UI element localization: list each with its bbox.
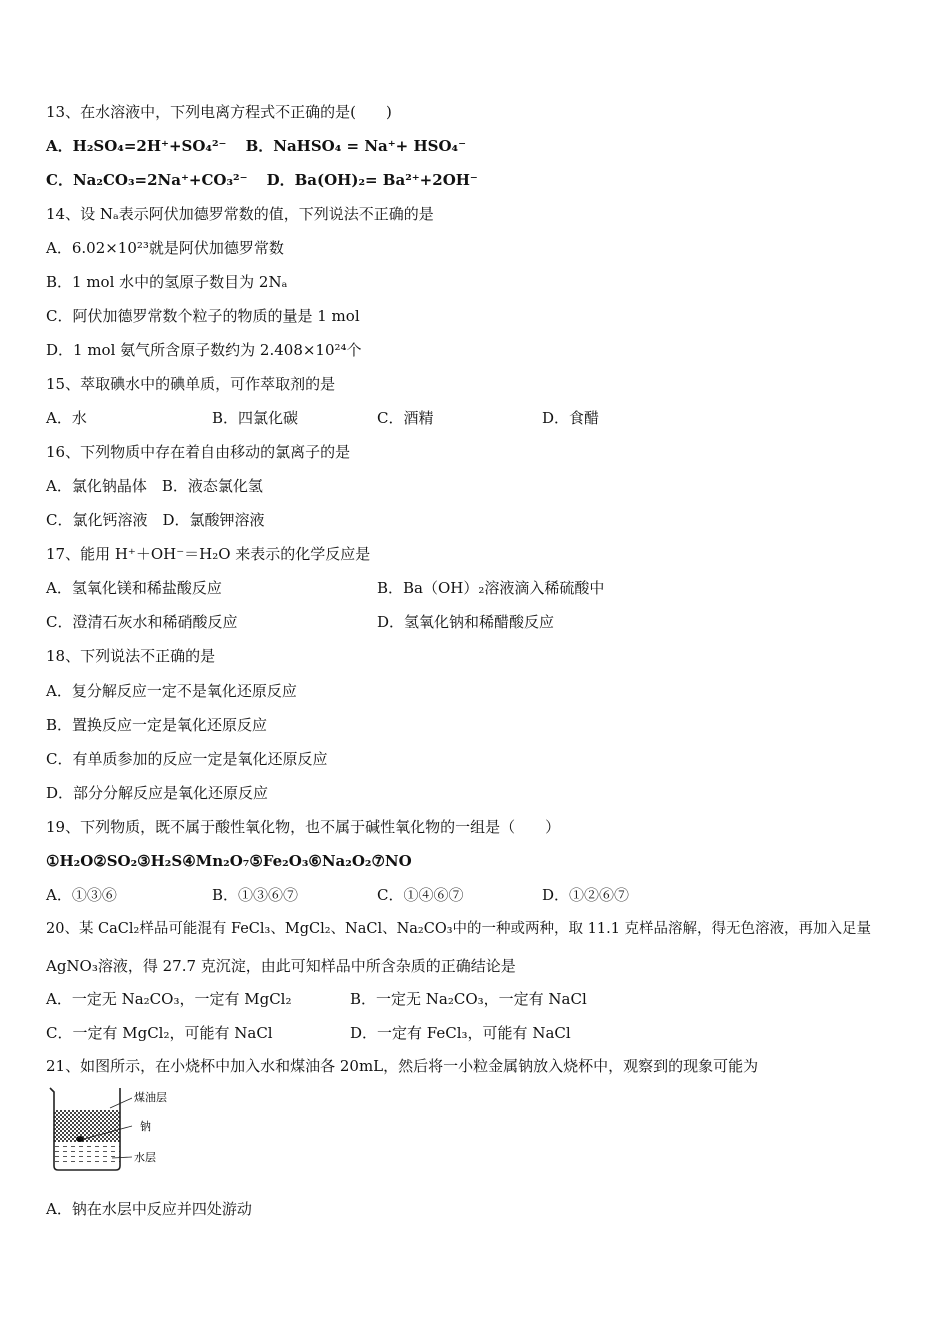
q20-stem-line2: AgNO₃溶液，得 27.7 克沉淀，由此可知样品中所含杂质的正确结论是 <box>46 957 516 975</box>
q15-option-b: B．四氯化碳 <box>212 409 299 427</box>
q20-option-d: D．一定有 FeCl₃，可能有 NaCl <box>350 1024 571 1042</box>
q20-option-b: B．一定无 Na₂CO₃，一定有 NaCl <box>350 990 587 1008</box>
water-layer <box>54 1142 120 1166</box>
q14-stem: 14、设 Nₐ表示阿伏加德罗常数的值，下列说法不正确的是 <box>46 205 434 223</box>
label-oil: 煤油层 <box>134 1091 167 1104</box>
q18-option-b: B．置换反应一定是氧化还原反应 <box>46 716 268 734</box>
q13-a-label: A． <box>46 137 73 155</box>
q19-option-b: B．①③⑥⑦ <box>212 886 299 904</box>
q13-c-label: C． <box>46 171 73 189</box>
q16-options-cd: C．氯化钙溶液 D．氯酸钾溶液 <box>46 511 265 529</box>
label-water: 水层 <box>134 1151 156 1164</box>
q17-stem: 17、能用 H⁺＋OH⁻＝H₂O 来表示的化学反应是 <box>46 545 371 563</box>
q13-option-a: H₂SO₄=2H⁺+SO₄²⁻ <box>72 137 227 155</box>
q14-option-c: C．阿伏加德罗常数个粒子的物质的量是 1 mol <box>46 307 360 325</box>
q18-stem: 18、下列说法不正确的是 <box>46 647 216 665</box>
q13-option-c: Na₂CO₃=2Na⁺+CO₃²⁻ <box>72 171 248 189</box>
q13-options-cd <box>46 170 478 190</box>
sodium-piece <box>76 1136 84 1142</box>
q17-option-d: D．氢氧化钠和稀醋酸反应 <box>377 613 555 631</box>
q13-b-label: B． <box>245 137 274 155</box>
q13-options-ab <box>46 136 466 156</box>
q15-option-d: D．食醋 <box>542 409 600 427</box>
beaker-figure <box>46 1084 186 1176</box>
q19-list <box>46 851 412 871</box>
label-sodium: 钠 <box>140 1120 151 1133</box>
q18-option-d: D．部分分解反应是氧化还原反应 <box>46 784 269 802</box>
q14-option-b: B．1 mol 水中的氢原子数目为 2Nₐ <box>46 273 288 291</box>
q21-stem: 21、如图所示，在小烧杯中加入水和煤油各 20mL，然后将一小粒金属钠放入烧杯中，观察到的现象可能为 <box>46 1057 759 1075</box>
q14-option-a: A．6.02×10²³就是阿伏加德罗常数 <box>46 239 284 257</box>
q19-option-c: C．①④⑥⑦ <box>377 886 464 904</box>
q19-option-d: D．①②⑥⑦ <box>542 886 630 904</box>
q15-option-a: A．水 <box>46 409 87 427</box>
q19-list-text: ①H₂O②SO₂③H₂S④Mn₂O₇⑤Fe₂O₃⑥Na₂O₂⑦NO <box>46 852 412 870</box>
q13-stem: 13、在水溶液中，下列电离方程式不正确的是( ) <box>46 103 392 121</box>
q13-d-label: D． <box>266 171 295 189</box>
q16-options-ab: A．氯化钠晶体 B．液态氯化氢 <box>46 477 263 495</box>
q17-option-b: B．Ba（OH）₂溶液滴入稀硫酸中 <box>377 579 605 597</box>
oil-layer <box>54 1110 120 1142</box>
q17-option-a: A．氢氧化镁和稀盐酸反应 <box>46 579 222 597</box>
q20-option-a: A．一定无 Na₂CO₃，一定有 MgCl₂ <box>46 990 292 1008</box>
q21-option-a: A．钠在水层中反应并四处游动 <box>46 1200 252 1218</box>
q19-option-a: A．①③⑥ <box>46 886 117 904</box>
q18-option-c: C．有单质参加的反应一定是氧化还原反应 <box>46 750 328 768</box>
q17-option-c: C．澄清石灰水和稀硝酸反应 <box>46 613 238 631</box>
q19-stem: 19、下列物质，既不属于酸性氧化物，也不属于碱性氧化物的一组是（ ） <box>46 818 561 836</box>
q20-stem-line1: 20、某 CaCl₂样品可能混有 FeCl₃、MgCl₂、NaCl、Na₂CO₃中的一种或两种，取 11.1 克样品溶解，得无色溶液，再加入足量 <box>46 921 872 937</box>
q13-option-b: NaHSO₄ = Na⁺+ HSO₄⁻ <box>273 137 467 155</box>
q20-option-c: C．一定有 MgCl₂，可能有 NaCl <box>46 1024 273 1042</box>
q13-option-d: Ba(OH)₂= Ba²⁺+2OH⁻ <box>294 171 478 189</box>
q15-option-c: C．酒精 <box>377 409 434 427</box>
beaker-diagram <box>46 1084 186 1176</box>
q15-stem: 15、萃取碘水中的碘单质，可作萃取剂的是 <box>46 375 336 393</box>
q14-option-d: D．1 mol 氨气所含原子数约为 2.408×10²⁴个 <box>46 341 362 359</box>
q18-option-a: A．复分解反应一定不是氧化还原反应 <box>46 682 297 700</box>
q16-stem: 16、下列物质中存在着自由移动的氯离子的是 <box>46 443 351 461</box>
